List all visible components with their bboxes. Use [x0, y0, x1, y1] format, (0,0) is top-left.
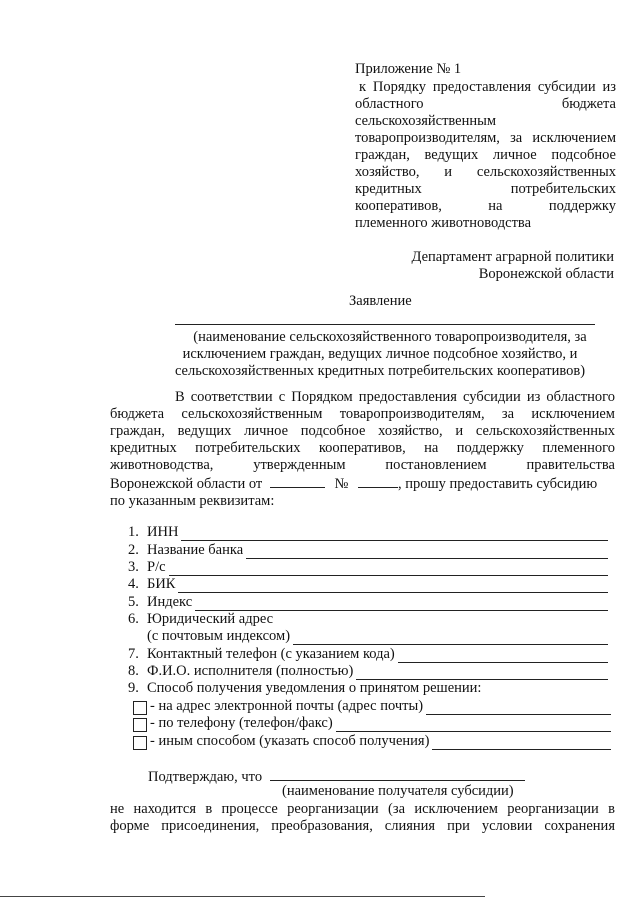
appendix-line: граждан, ведущих личное подсобное	[355, 147, 616, 163]
field-bank-name[interactable]	[128, 542, 608, 559]
field-number: 7.	[128, 646, 139, 662]
appendix-line: хозяйство, и сельскохозяйственных	[355, 164, 616, 180]
field-number: 4.	[128, 576, 139, 592]
field-executor[interactable]	[128, 663, 608, 680]
field-bik[interactable]	[128, 576, 608, 593]
field-label: Р/с	[147, 559, 166, 575]
body-line: граждан, ведущих личное подсобное хозяйство, и сельскохозяйственных	[110, 423, 615, 439]
field-label: ИНН	[147, 524, 179, 540]
date-field[interactable]	[270, 474, 325, 488]
caption-line: исключением граждан, ведущих личное подсобное хозяйство, и	[182, 346, 578, 362]
field-number: 8.	[128, 663, 139, 679]
field-number: 1.	[128, 524, 139, 540]
field-label: (с почтовым индексом)	[147, 628, 291, 644]
appendix-line: племенного животноводства	[355, 215, 532, 231]
appendix-line: кредитных потребительских	[355, 181, 616, 197]
phone-input[interactable]	[398, 649, 608, 663]
appendix-title: Приложение № 1	[355, 61, 462, 77]
notify-option-phone[interactable]	[133, 715, 611, 732]
field-label: Название банка	[147, 542, 244, 558]
phone-fax-input[interactable]	[336, 718, 611, 732]
field-number: 9.	[128, 680, 139, 696]
confirm-line: форме присоединения, преобразования, слияния при условии сохранения	[110, 818, 615, 834]
field-legal-address	[128, 611, 608, 628]
field-number: 3.	[128, 559, 139, 575]
field-number: 5.	[128, 594, 139, 610]
confirm-line: не находится в процессе реорганизации (за исключением реорганизации в	[110, 801, 615, 817]
option-label: - на адрес электронной почты (адрес почты)	[150, 698, 424, 714]
appendix-block	[355, 79, 616, 232]
number-field[interactable]	[358, 474, 398, 488]
option-label: - по телефону (телефон/факс)	[150, 715, 333, 731]
field-label: Способ получения уведомления о принятом решении:	[147, 680, 482, 696]
appendix-line: сельскохозяйственным	[355, 113, 497, 129]
caption-line: сельскохозяйственных кредитных потребительских кооперативов)	[174, 363, 586, 379]
other-checkbox[interactable]	[133, 736, 147, 750]
body-paragraph	[110, 389, 615, 510]
field-label: Ф.И.О. исполнителя (полностью)	[147, 663, 354, 679]
executor-input[interactable]	[356, 666, 608, 680]
field-label: Контактный телефон (с указанием кода)	[147, 646, 395, 662]
field-postal-address[interactable]	[128, 628, 608, 645]
body-line: животноводства, утвержденным постановлением правительства	[110, 457, 615, 473]
body-text: Воронежской области от	[110, 476, 263, 492]
notify-option-other[interactable]	[133, 733, 611, 750]
body-line: В соответствии с Порядком предоставления субсидии из областного	[175, 389, 615, 405]
appendix-line: товаропроизводителям, за исключением	[355, 130, 616, 146]
body-line-date	[110, 474, 615, 493]
field-label: Юридический адрес	[147, 611, 274, 627]
addressee-block	[412, 249, 614, 283]
appendix-line: областного бюджета	[355, 96, 616, 112]
field-number: 6.	[128, 611, 139, 627]
field-label: БИК	[147, 576, 176, 592]
other-method-input[interactable]	[432, 736, 611, 750]
recipient-name-field[interactable]	[270, 767, 525, 781]
applicant-caption	[140, 329, 620, 380]
field-index[interactable]	[128, 594, 608, 611]
number-sign: №	[334, 476, 349, 492]
field-label: Индекс	[147, 594, 193, 610]
page-bottom-rule	[0, 896, 485, 897]
addressee-line: Департамент аграрной политики	[411, 249, 614, 265]
body-line: по указанным реквизитам:	[110, 493, 275, 509]
email-input[interactable]	[426, 701, 611, 715]
notify-option-email[interactable]	[133, 698, 611, 715]
phone-checkbox[interactable]	[133, 718, 147, 732]
field-notify-method	[128, 680, 608, 697]
field-inn[interactable]	[128, 524, 608, 541]
email-checkbox[interactable]	[133, 701, 147, 715]
confirm-label: Подтверждаю, что	[148, 769, 263, 785]
inn-input[interactable]	[181, 527, 608, 541]
body-line: бюджета сельскохозяйственным товаропроизводителям, за исключением	[110, 406, 615, 422]
field-phone[interactable]	[128, 646, 608, 663]
recipient-caption: (наименование получателя субсидии)	[282, 783, 514, 799]
confirm-paragraph	[110, 801, 615, 835]
document-heading: Заявление	[349, 293, 412, 309]
applicant-name-line[interactable]	[175, 324, 595, 325]
legal-address-input[interactable]	[293, 631, 608, 645]
body-text: , прошу предоставить субсидию	[397, 476, 598, 492]
appendix-line: к Порядку предоставления субсидии из	[359, 79, 616, 95]
field-account[interactable]	[128, 559, 608, 576]
field-number: 2.	[128, 542, 139, 558]
bank-name-input[interactable]	[246, 545, 608, 559]
appendix-line: кооперативов, на поддержку	[355, 198, 616, 214]
caption-line: (наименование сельскохозяйственного товаропроизводителя, за	[193, 329, 587, 345]
bik-input[interactable]	[178, 579, 608, 593]
index-input[interactable]	[195, 597, 608, 611]
body-line: кредитных потребительских кооперативов, на поддержку племенного	[110, 440, 615, 456]
option-label: - иным способом (указать способ получения)	[150, 733, 430, 749]
account-input[interactable]	[169, 562, 608, 576]
addressee-line: Воронежской области	[478, 266, 614, 282]
